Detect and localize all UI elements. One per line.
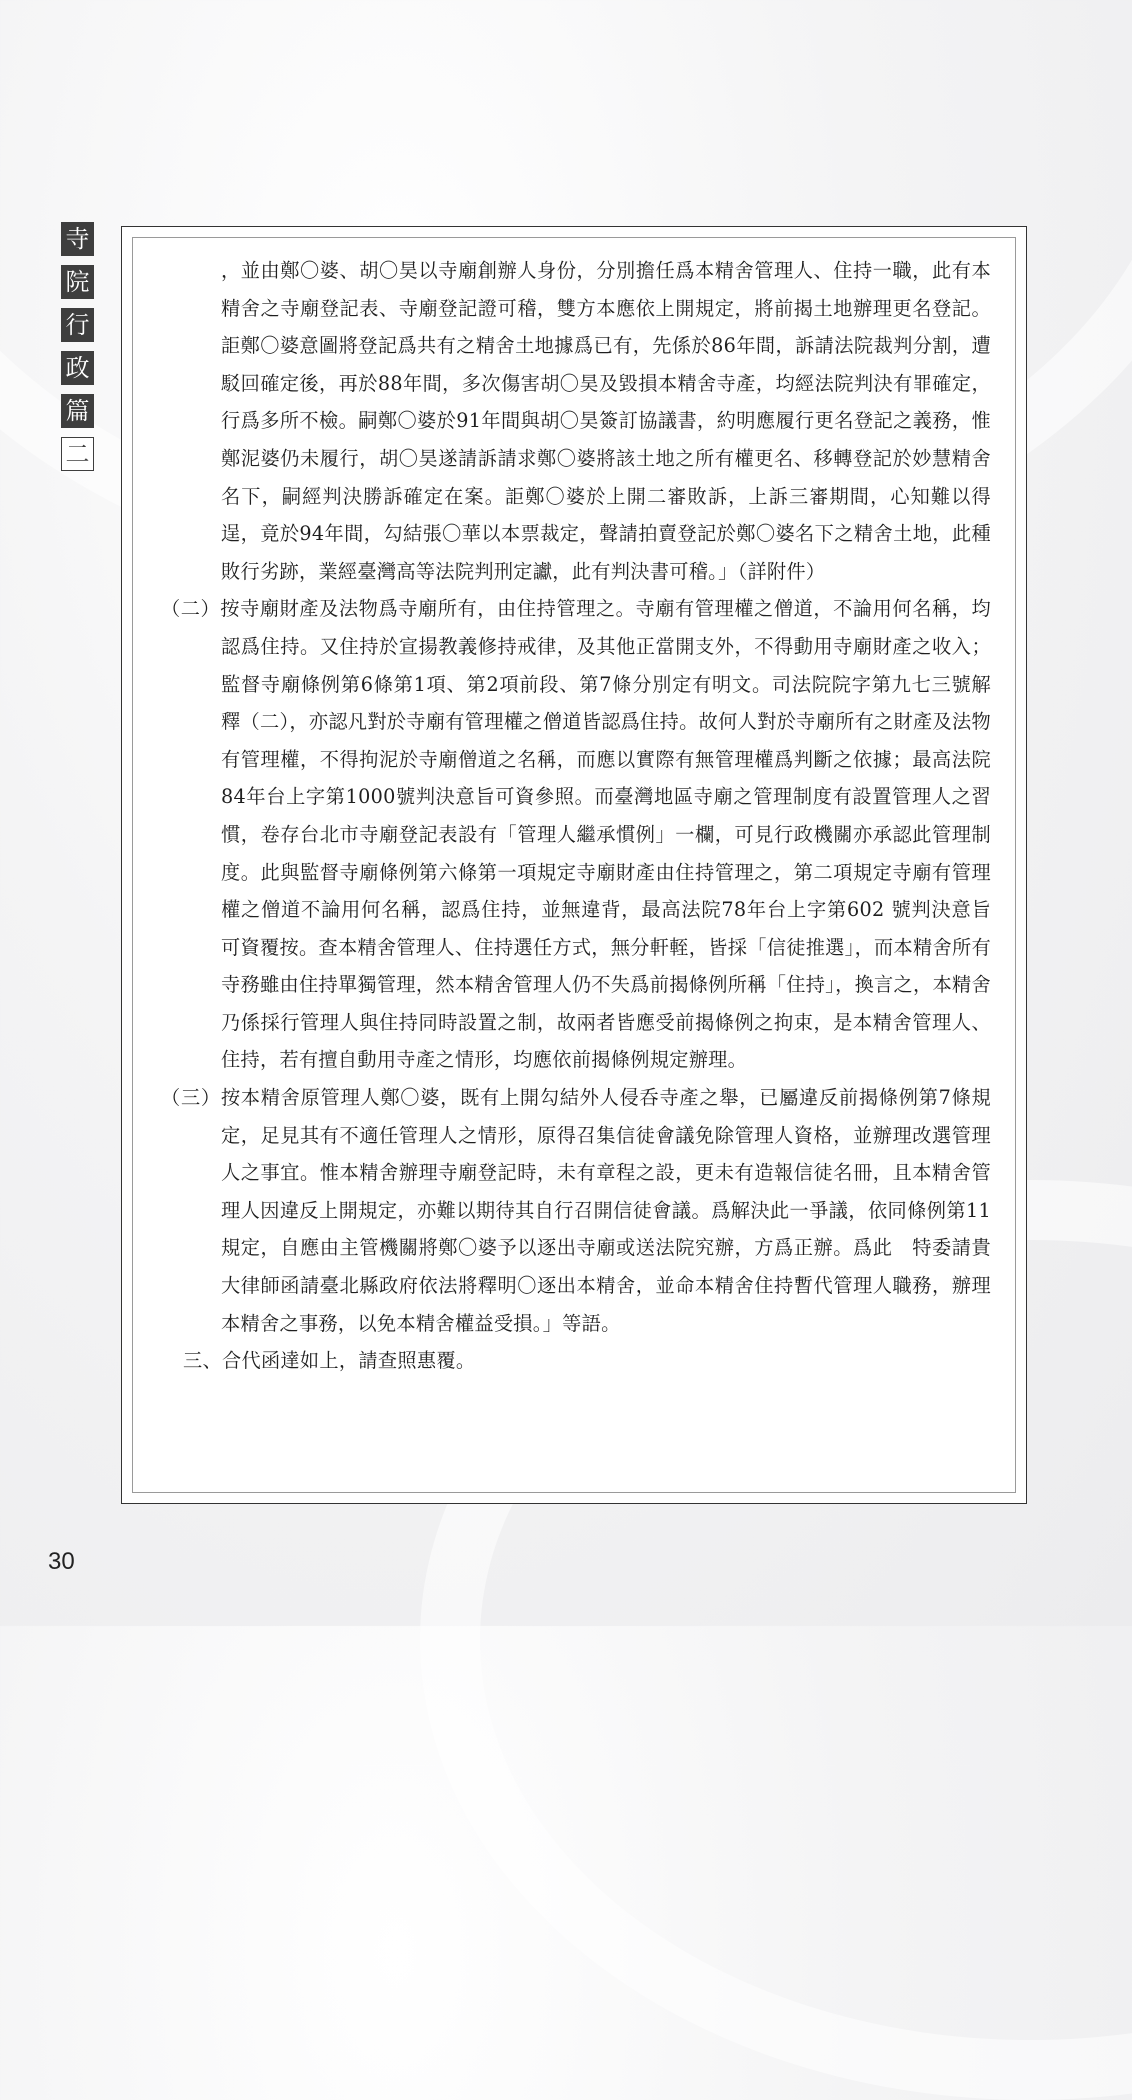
side-tab-char: 政: [61, 351, 94, 385]
side-tab-char: 篇: [61, 394, 94, 428]
side-tab-char: 寺: [61, 222, 94, 256]
side-tab-char: 行: [61, 308, 94, 342]
continued-paragraph: ，並由鄭〇婆、胡〇昊以寺廟創辦人身份，分別擔任爲本精舍管理人、住持一職，此有本精舍之寺廟登記表、寺廟登記證可稽，雙方本應依上開規定，將前揭土地辦理更名登記。詎鄭〇婆意圖將登記爲共有之精舍土地據爲已有，先係於86年間，訴請法院裁判分割，遭駁回確定後，再於88年間，多次傷害胡〇昊及毀損本精舍寺產，均經法院判決有罪確定，行爲多所不檢。嗣鄭〇婆於91年間與胡〇昊簽訂協議書，約明應履行更名登記之義務，惟鄭泥婆仍未履行，胡〇昊遂請訴請求鄭〇婆將該土地之所有權更名、移轉登記於妙慧精舍名下，嗣經判決勝訴確定在案。詎鄭〇婆於上開二審敗訴，上訴三審期間，心知難以得逞，竟於94年間，勾結張〇華以本票裁定，聲請拍賣登記於鄭〇婆名下之精舍土地，此種敗行劣跡，業經臺灣高等法院判刑定讞，此有判決書可稽。」（詳附件）: [221, 259, 991, 583]
section-side-tab: [61, 222, 96, 480]
page-number: 30: [48, 1548, 75, 1575]
document-body: [161, 252, 991, 1380]
side-tab-char: 院: [61, 265, 94, 299]
side-tab-char: 二: [61, 437, 94, 471]
item-2-paragraph: （二）按寺廟財產及法物爲寺廟所有，由住持管理之。寺廟有管理權之僧道，不論用何名稱，均認爲住持。又住持於宣揚教義修持戒律，及其他正當開支外，不得動用寺廟財產之收入；監督寺廟條例第6條第1項、第2項前段、第7條分別定有明文。司法院院字第九七三號解釋（二），亦認凡對於寺廟有管理權之僧道皆認爲住持。故何人對於寺廟所有之財產及法物有管理權，不得拘泥於寺廟僧道之名稱，而應以實際有無管理權爲判斷之依據；最高法院84年台上字第1000號判決意旨可資參照。而臺灣地區寺廟之管理制度有設置管理人之習慣，卷存台北市寺廟登記表設有「管理人繼承慣例」一欄，可見行政機關亦承認此管理制度。此與監督寺廟條例第六條第一項規定寺廟財產由住持管理之，第二項規定寺廟有管理權之僧道不論用何名稱，認爲住持，並無違背，最高法院78年台上字第602 號判決意旨可資覆按。查本精舍管理人、住持選任方式，無分軒輊，皆採「信徒推選」，而本精舍所有寺務雖由住持單獨管理，然本精舍管理人仍不失爲前揭條例所稱「住持」，換言之，本精舍乃係採行管理人與住持同時設置之制，故兩者皆應受前揭條例之拘束，是本精舍管理人、住持，若有擅自動用寺產之情形，均應依前揭條例規定辦理。: [161, 597, 991, 1072]
document-frame: [121, 226, 1027, 1504]
item-3-paragraph: （三）按本精舍原管理人鄭〇婆，既有上開勾結外人侵呑寺產之舉，已屬違反前揭條例第7條規定，足見其有不適任管理人之情形，原得召集信徒會議免除管理人資格，並辦理改選管理人之事宜。惟本精舍辦理寺廟登記時，未有章程之設，更未有造報信徒名冊，且本精舍管理人因違反上開規定，亦難以期待其自行召開信徒會議。爲解決此一爭議，依同條例第11規定，自應由主管機關將鄭〇婆予以逐出寺廟或送法院究辦，方爲正辦。爲此 特委請貴大律師函請臺北縣政府依法將釋明〇逐出本精舍，並命本精舍住持暫代管理人職務，辦理本精舍之事務，以免本精舍權益受損。」等語。: [161, 1086, 991, 1335]
document-inner-frame: [132, 237, 1016, 1493]
closing-paragraph: 三、合代函達如上，請查照惠覆。: [183, 1349, 476, 1373]
